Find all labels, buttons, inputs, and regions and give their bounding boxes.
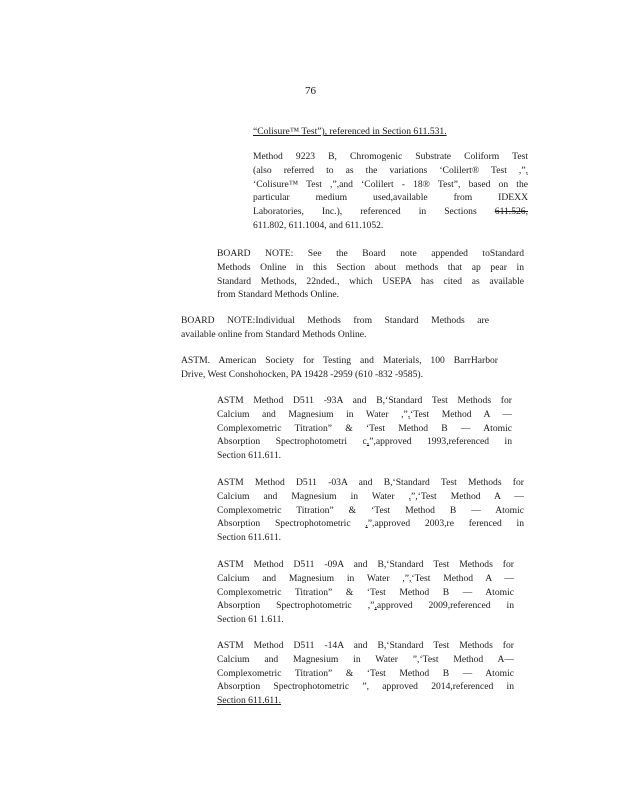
text-line — [181, 368, 498, 382]
text-run: ”,approved 2003,re ferenced in — [367, 518, 524, 530]
text-run: Method 9223 B, Chromogenic Substrate Coliform Test — [253, 151, 528, 162]
text-line — [253, 219, 528, 233]
underlined-text: Section 611.611. — [217, 695, 282, 707]
text-line — [253, 150, 528, 164]
text-run: Complexometric Titration” & ‘Test Method B — Atomic — [217, 504, 524, 516]
text-run: ”,‘Test Method A — — [411, 490, 524, 502]
text-run: Drive, West Conshohocken, PA 19428 -2959 (610 -832 -9585). — [181, 368, 423, 380]
text-line — [217, 531, 524, 545]
text-line — [217, 653, 514, 667]
text-line — [217, 394, 512, 408]
text-run: Laboratories, Inc.), referenced in Sections — [253, 206, 495, 218]
text-run: and ‘Colilert - 18® Test”, based on the — [339, 178, 529, 190]
text-run: Section 611.611. — [217, 450, 282, 462]
astm-method-d511-93a — [217, 394, 512, 463]
text-run: Absorption Spectrophotometri c — [217, 436, 367, 448]
text-run: ‘Test Method A — — [411, 572, 514, 584]
text-run: particular medium used,available from IDEXX — [253, 192, 528, 204]
text-run: Absorption Spectrophotometric — [217, 518, 366, 530]
board-note-individual-methods — [181, 314, 489, 342]
text-run: ASTM. American Society for Testing and Materials, 100 BarrHarbor — [181, 355, 498, 366]
text-line — [217, 288, 524, 302]
text-line — [217, 694, 514, 708]
text-line — [217, 599, 514, 613]
text-run: Calcium and Magnesium in Water ,” — [217, 408, 408, 420]
struck-text: 611.526, — [494, 206, 528, 218]
text-run: Calcium and Magnesium in Water — [217, 490, 409, 502]
underlined-text: , — [366, 436, 370, 448]
text-run: (also referred to as the variations ‘Colilert® Test ,” — [253, 164, 526, 176]
text-run: Calcium and Magnesium in Water ,” — [217, 572, 409, 584]
text-line — [217, 558, 514, 572]
text-run: available online from Standard Methods Online. — [181, 328, 367, 340]
underlined-text: , — [409, 572, 412, 584]
text-block-colisure-reference — [253, 125, 498, 139]
text-run: Complexometric Titration” & ‘Test Method B — Atomic — [217, 667, 514, 679]
text-run: Complexometric Titration” & ‘Test Method B — Atomic — [217, 586, 514, 598]
text-line — [217, 680, 514, 694]
text-run: Complexometric Titration” & ‘Test Method B — Atomic — [217, 422, 512, 434]
astm-method-d511-14a — [217, 639, 514, 708]
text-line — [217, 449, 512, 463]
text-line — [217, 435, 512, 449]
text-line — [253, 178, 528, 192]
text-run: Section 611.611. — [217, 532, 282, 544]
text-line — [217, 572, 514, 586]
text-block-method-9223b — [253, 150, 528, 233]
text-line — [217, 667, 514, 681]
underlined-text: , — [374, 600, 377, 612]
text-line — [181, 314, 489, 328]
underlined-text: , — [407, 408, 411, 420]
text-run: ASTM Method D511 -14A and B,‘Standard Test Methods for — [217, 640, 514, 651]
text-line — [217, 504, 524, 518]
underlined-text: , — [525, 164, 528, 176]
text-run: Section 61 1.611. — [217, 614, 284, 626]
text-run: 611.802, 611.1004, and 611.1052. — [253, 219, 384, 231]
text-line — [217, 261, 524, 275]
text-run: ‘Test Method A — — [410, 408, 512, 420]
underlined-text: , — [336, 178, 340, 190]
text-line — [181, 354, 498, 368]
text-line — [217, 613, 514, 627]
text-run: Absorption Spectrophotometric ”, approved 2014,referenced in — [217, 681, 514, 693]
text-run: ‘Colisure™ Test ,” — [253, 178, 337, 190]
underlined-text: , — [408, 490, 411, 502]
text-line — [217, 490, 524, 504]
board-note-standard-methods-online — [217, 247, 524, 302]
astm-address-entry — [181, 354, 498, 382]
text-line — [217, 422, 512, 436]
underlined-text: “Colisure™ Test”), referenced in Section 611.531. — [253, 126, 447, 137]
astm-method-d511-09a — [217, 558, 514, 627]
text-line — [217, 275, 524, 289]
text-run: BOARD NOTE: See the Board note appended toStandard — [217, 248, 524, 259]
text-line — [217, 476, 524, 490]
page-number: 76 — [305, 85, 316, 97]
text-line — [181, 328, 489, 342]
text-run: approved 2009,referenced in — [376, 600, 514, 612]
text-line — [217, 639, 514, 653]
text-line — [253, 125, 498, 139]
text-run: ”,approved 1993,referenced in — [369, 436, 512, 448]
text-run: ASTM Method D511 -03A and B,‘Standard Test Methods for — [217, 477, 524, 488]
astm-method-d511-03a — [217, 476, 524, 545]
underlined-text: , — [365, 518, 368, 530]
text-line — [217, 586, 514, 600]
text-run: Absorption Spectrophotometric ,” — [217, 600, 375, 612]
text-run: ASTM Method D511 -93A and B,‘Standard Test Methods for — [217, 395, 512, 406]
text-line — [217, 247, 524, 261]
text-line — [253, 205, 528, 219]
text-line — [217, 517, 524, 531]
text-run: Methods Online in this Section about methods that ap pear in — [217, 261, 524, 273]
text-line — [217, 408, 512, 422]
text-run: Calcium and Magnesium in Water ”,‘Test Method A— — [217, 653, 514, 665]
text-line — [253, 191, 528, 205]
text-run: ASTM Method D511 -09A and B,‘Standard Test Methods for — [217, 559, 514, 570]
text-run: from Standard Methods Online. — [217, 289, 340, 301]
text-run: BOARD NOTE:Individual Methods from Standard Methods are — [181, 315, 489, 326]
text-line — [253, 164, 528, 178]
text-run: Standard Methods, 22nded., which USEPA has cited as available — [217, 275, 524, 287]
